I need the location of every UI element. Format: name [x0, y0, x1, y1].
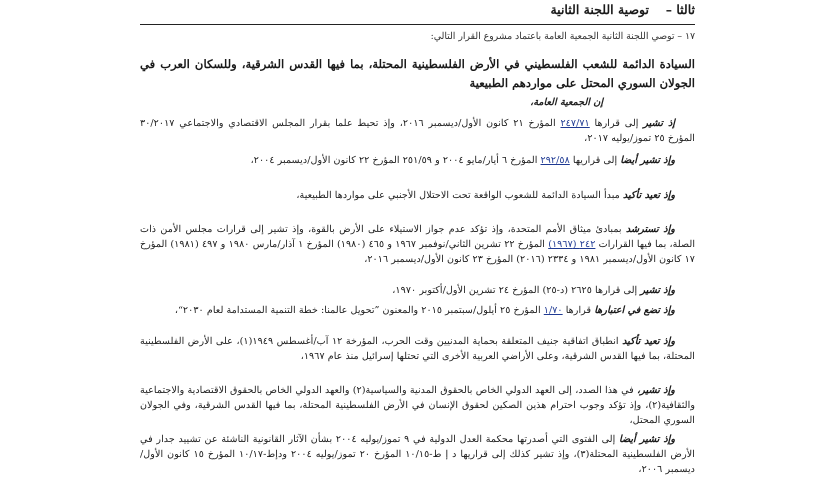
preamble-paragraph: [140, 153, 695, 168]
paragraph-lead: وإذ تشير: [640, 285, 675, 296]
resolution-link[interactable]: ٢٩٢/٥٨: [540, 155, 570, 166]
paragraph-lead: وإذ تشير أيضا: [620, 155, 675, 166]
section-number: ثالثا –: [665, 2, 695, 17]
preamble-paragraph: [140, 116, 695, 146]
paragraph-text: إلى قرارها ٢٦٢٥ (د-٢٥) المؤرخ ٢٤ تشرين الأول/أكتوبر ١٩٧٠،: [392, 285, 641, 296]
paragraph-lead: وإذ تسترشد: [625, 224, 675, 235]
paragraph-text: المؤرخ ٢٢ تشرين الثاني/نوفمبر ١٩٦٧ و ٤٦٥ (١٩٨٠) المؤرخ ١ آذار/مارس ١٩٨٠ و ٤٩٧ (١٩٨١) المؤرخ ١٧ كانون الأول/ديسمبر ١٩٨١ و ٢٣٣٤ (٢٠١٦) المؤرخ ٢٣ كانون الأول/ديسمبر ٢٠١٦،: [140, 239, 695, 266]
paragraph-text: المؤرخ ٢٥ أيلول/سبتمبر ٢٠١٥ والمعنون ”تحويل عالمنا: خطة التنمية المستدامة لعام ٢٠٣٠“،: [174, 305, 544, 316]
preamble-paragraph: [140, 383, 695, 429]
recommendation-paragraph: ١٧ – توصي اللجنة الثانية الجمعية العامة باعتماد مشروع القرار التالي:: [430, 31, 695, 42]
paragraph-lead: وإذ تشير،: [637, 385, 675, 396]
section-title: توصية اللجنة الثانية: [550, 2, 649, 17]
resolution-link[interactable]: ٢٤٢ (١٩٦٧): [548, 239, 596, 251]
paragraph-text: بمبادئ ميثاق الأمم المتحدة، وإذ تؤكد عدم جواز الاستيلاء على الأرض بالقوة، وإذ تشير إلى قرارات مجلس الأمن ذات الصلة، بما فيها القرارات: [140, 224, 696, 251]
paragraph-text: في هذا الصدد، إلى العهد الدولي الخاص بالحقوق المدنية والسياسية(٢) والعهد الدولي الخاص بالحقوق الاقتصادية والاجتماعية والثقافية(٢)، وإذ تؤكد وجوب احترام هذين الصكين لحقوق الإنسان في الأرض الفلسطينية المحتلة، بما فيها القدس الشرقية، وفي الجولان السوري المحتل،: [140, 385, 695, 427]
paragraph-lead: وإذ تضع في اعتبارها: [594, 305, 675, 316]
preamble-paragraph: [140, 303, 695, 318]
preamble-paragraph: [140, 188, 695, 203]
document-page: [140, 0, 695, 500]
resolution-link[interactable]: ٢٤٧/٧١: [560, 118, 590, 129]
preamble-paragraph: [140, 222, 695, 268]
paragraph-text: إلى قرارها: [589, 118, 644, 129]
paragraph-text: إلى قراريها: [569, 155, 621, 166]
paragraph-text: المؤرخ ٢١ كانون الأول/ديسمبر ٢٠١٦، وإذ تحيط علما بقرار المجلس الاقتصادي والاجتماعي ٣٠/٢٠١٧ المؤرخ ٢٥ تموز/يوليه ٢٠١٧،: [140, 118, 695, 145]
paragraph-text: انطباق اتفاقية جنيف المتعلقة بحماية المدنيين وقت الحرب، المؤرخة ١٢ آب/أغسطس ١٩٤٩(١)، على الأرض الفلسطينية المحتلة، بما فيها القدس الشرقية، وعلى الأراضي العربية الأخرى التي تحتلها إسرائيل منذ عام ١٩٦٧،: [140, 336, 695, 363]
heading-divider: [140, 24, 695, 25]
preamble-paragraph: [140, 334, 695, 364]
paragraph-text: إلى الفتوى التي أصدرتها محكمة العدل الدولية في ٩ تموز/يوليه ٢٠٠٤ بشأن الآثار القانونية الناشئة عن تشييد جدار في الأرض الفلسطينية المحتلة(٣)، وإذ تشير كذلك إلى قراريها د إ ط-١٠/١٥ المؤرخ ٢٠ تموز/يوليه ٢٠٠٤ ودإط-١٠/١٧ المؤرخ ١٥ كانون الأول/ديسمبر ٢٠٠٦،: [140, 434, 695, 476]
paragraph-text: قرارها: [562, 305, 595, 316]
paragraph-text: مبدأ السيادة الدائمة للشعوب الواقعة تحت الاحتلال الأجنبي على مواردها الطبيعية،: [296, 190, 623, 201]
paragraph-lead: وإذ تعيد تأكيد: [622, 336, 675, 347]
preamble-paragraph: [140, 283, 695, 298]
general-assembly-preamble: إن الجمعية العامة،: [530, 97, 603, 108]
paragraph-text: المؤرخ ٦ أيار/مايو ٢٠٠٤ و ٢٥١/٥٩ المؤرخ ٢٢ كانون الأول/ديسمبر ٢٠٠٤،: [250, 155, 541, 166]
resolution-title: السيادة الدائمة للشعب الفلسطيني في الأرض الفلسطينية المحتلة، بما فيها القدس الشرقية، وللسكان العرب في الجولان السوري المحتل على مواردهم الطبيعية: [140, 57, 695, 90]
paragraph-lead: إذ تشير: [643, 118, 675, 129]
paragraph-lead: وإذ تشير أيضا: [619, 434, 676, 445]
resolution-link[interactable]: ١/٧٠: [543, 305, 563, 316]
preamble-paragraph: [140, 432, 695, 478]
paragraph-lead: وإذ تعيد تأكيد: [622, 190, 675, 201]
